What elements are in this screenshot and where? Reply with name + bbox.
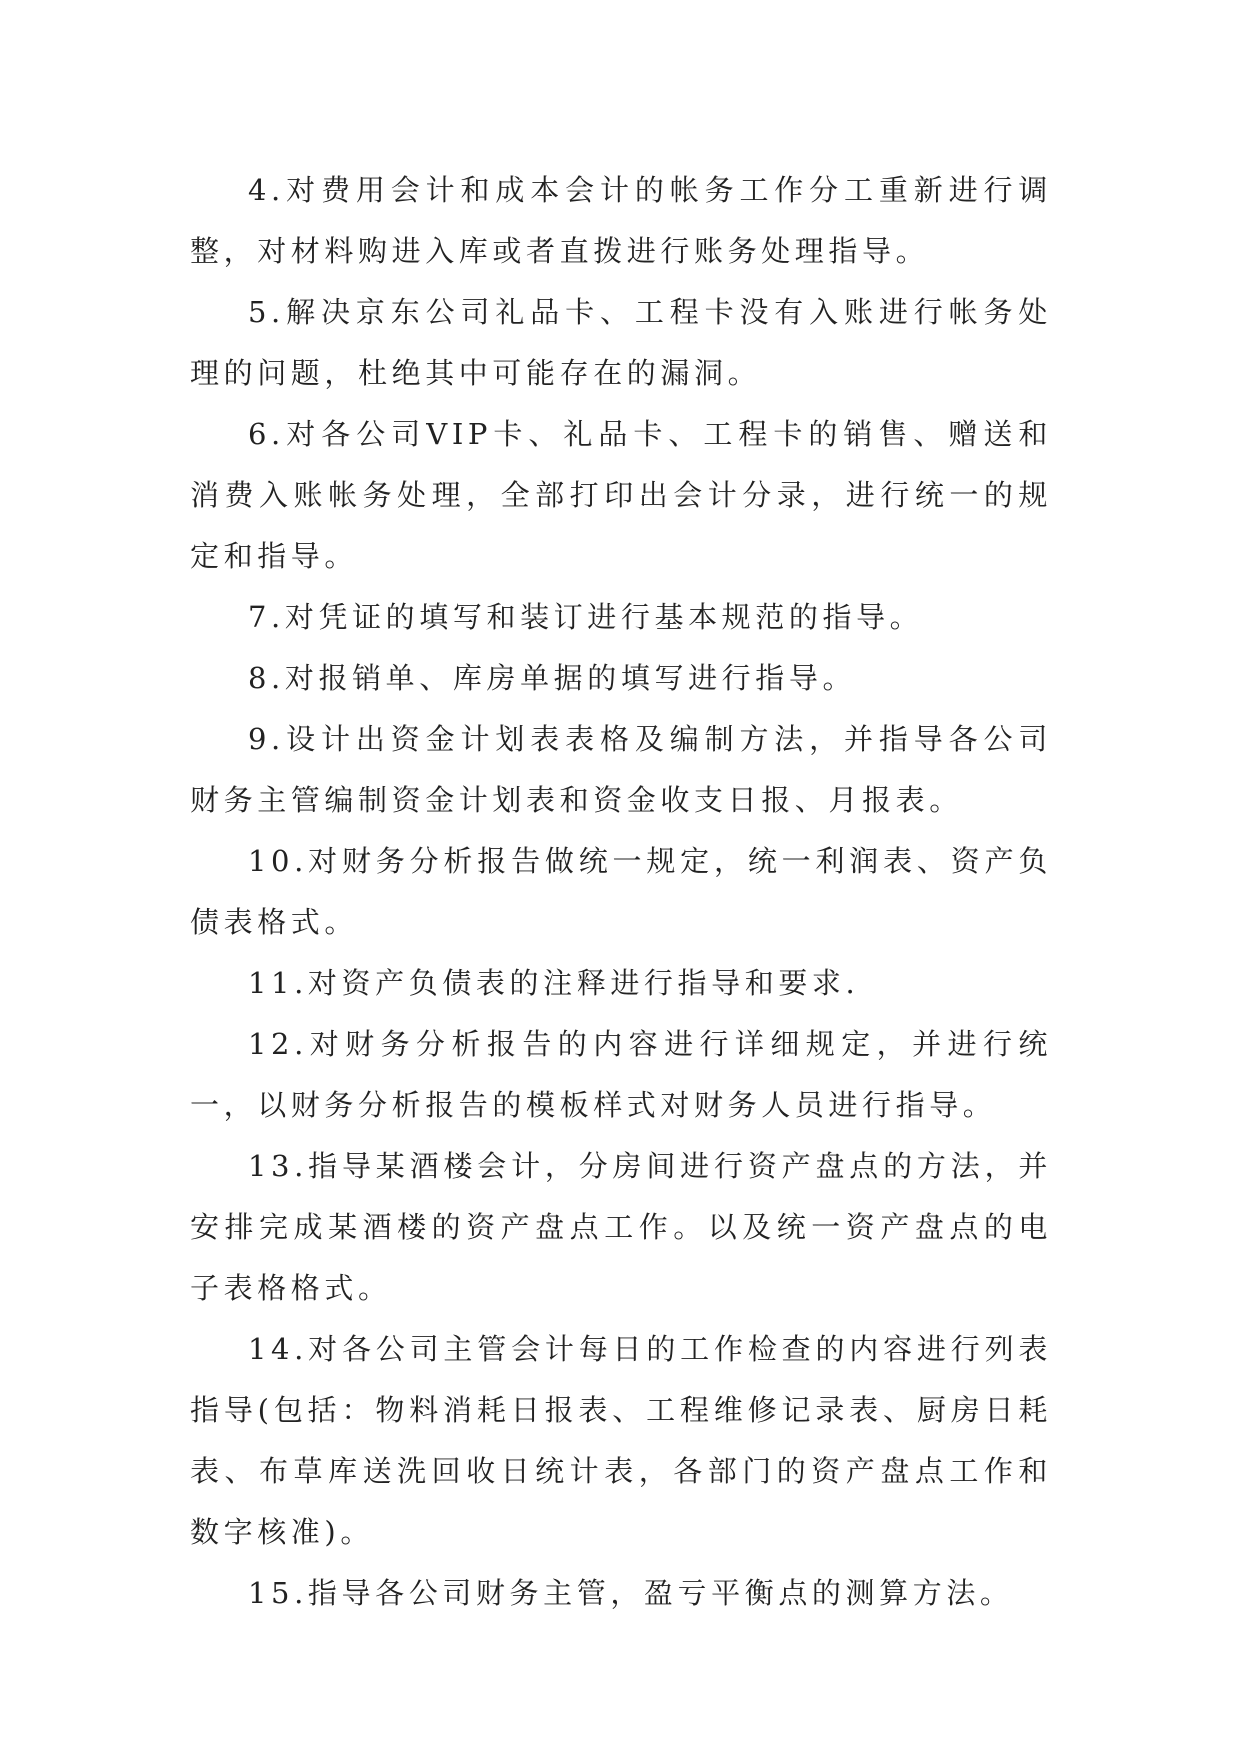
paragraph-item-7: 7.对凭证的填写和装订进行基本规范的指导。 (248, 600, 924, 634)
paragraph-item-14: 14.对各公司主管会计每日的工作检查的内容进行列表指导(包括：物料消耗日报表、工程维修记录表、厨房日耗表、布草库送洗回收日统计表，各部门的资产盘点工作和数字核准)。 (190, 1332, 1052, 1549)
paragraph-item-12: 12.对财务分析报告的内容进行详细规定，并进行统一，以财务分析报告的模板样式对财务人员进行指导。 (190, 1027, 1052, 1122)
paragraph-item-8: 8.对报销单、库房单据的填写进行指导。 (248, 661, 857, 695)
paragraph-item-11: 11.对资产负债表的注释进行指导和要求. (248, 966, 860, 1000)
paragraph-item-10: 10.对财务分析报告做统一规定，统一利润表、资产负债表格式。 (190, 844, 1052, 939)
paragraph-item-4: 4.对费用会计和成本会计的帐务工作分工重新进行调整，对材料购进入库或者直拨进行账务处理指导。 (190, 173, 1052, 268)
document-body (190, 160, 1052, 1624)
paragraph-item-15: 15.指导各公司财务主管，盈亏平衡点的测算方法。 (248, 1576, 1014, 1610)
paragraph-item-5: 5.解决京东公司礼品卡、工程卡没有入账进行帐务处理的问题，杜绝其中可能存在的漏洞。 (190, 295, 1052, 390)
paragraph-item-9: 9.设计出资金计划表表格及编制方法，并指导各公司财务主管编制资金计划表和资金收支日报、月报表。 (190, 722, 1052, 817)
paragraph-item-13: 13.指导某酒楼会计，分房间进行资产盘点的方法，并安排完成某酒楼的资产盘点工作。以及统一资产盘点的电子表格格式。 (190, 1149, 1052, 1305)
paragraph-item-6: 6.对各公司VIP卡、礼品卡、工程卡的销售、赠送和消费入账帐务处理，全部打印出会计分录，进行统一的规定和指导。 (190, 417, 1052, 573)
